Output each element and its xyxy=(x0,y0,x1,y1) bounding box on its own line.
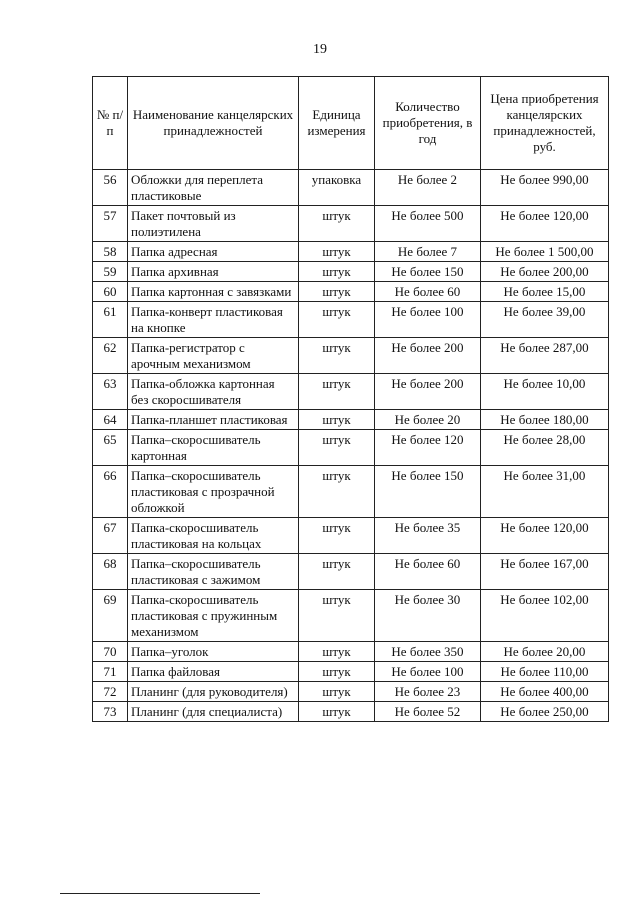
header-name: Наименование канцелярских принадлежностей xyxy=(128,77,299,170)
table-row xyxy=(93,338,609,374)
table-row xyxy=(93,374,609,410)
cell-name: Папка-регистратор с арочным механизмом xyxy=(128,338,299,374)
cell-name: Папка адресная xyxy=(128,242,299,262)
page-number: 19 xyxy=(313,42,327,57)
cell-name: Планинг (для руководителя) xyxy=(128,682,299,702)
cell-name: Папка–скоросшиватель картонная xyxy=(128,430,299,466)
table-row xyxy=(93,702,609,722)
table-row xyxy=(93,242,609,262)
cell-price: Не более 400,00 xyxy=(481,682,609,702)
cell-price: Не более 20,00 xyxy=(481,642,609,662)
cell-unit: штук xyxy=(299,338,375,374)
cell-num: 72 xyxy=(93,682,128,702)
table-row xyxy=(93,170,609,206)
cell-qty: Не более 200 xyxy=(375,374,481,410)
cell-unit: упаковка xyxy=(299,170,375,206)
cell-num: 64 xyxy=(93,410,128,430)
cell-name: Папка-обложка картонная без скоросшивателя xyxy=(128,374,299,410)
cell-name: Папка–скоросшиватель пластиковая с прозрачной обложкой xyxy=(128,466,299,518)
cell-qty: Не более 150 xyxy=(375,262,481,282)
cell-num: 71 xyxy=(93,662,128,682)
header-unit: Единица измерения xyxy=(299,77,375,170)
cell-num: 60 xyxy=(93,282,128,302)
cell-price: Не более 102,00 xyxy=(481,590,609,642)
cell-qty: Не более 60 xyxy=(375,554,481,590)
cell-price: Не более 120,00 xyxy=(481,518,609,554)
cell-unit: штук xyxy=(299,682,375,702)
cell-unit: штук xyxy=(299,466,375,518)
cell-price: Не более 110,00 xyxy=(481,662,609,682)
cell-qty: Не более 2 xyxy=(375,170,481,206)
cell-num: 65 xyxy=(93,430,128,466)
table-row xyxy=(93,282,609,302)
cell-qty: Не более 23 xyxy=(375,682,481,702)
table-row xyxy=(93,262,609,282)
cell-num: 56 xyxy=(93,170,128,206)
table-row xyxy=(93,430,609,466)
header-qty: Количество приобретения, в год xyxy=(375,77,481,170)
cell-name: Папка-планшет пластиковая xyxy=(128,410,299,430)
cell-unit: штук xyxy=(299,262,375,282)
cell-unit: штук xyxy=(299,282,375,302)
cell-unit: штук xyxy=(299,302,375,338)
cell-num: 69 xyxy=(93,590,128,642)
cell-unit: штук xyxy=(299,518,375,554)
cell-qty: Не более 500 xyxy=(375,206,481,242)
cell-unit: штук xyxy=(299,702,375,722)
cell-num: 61 xyxy=(93,302,128,338)
cell-num: 67 xyxy=(93,518,128,554)
table-row xyxy=(93,590,609,642)
cell-price: Не более 15,00 xyxy=(481,282,609,302)
cell-qty: Не более 100 xyxy=(375,302,481,338)
cell-num: 58 xyxy=(93,242,128,262)
stationery-table xyxy=(92,76,609,722)
cell-num: 70 xyxy=(93,642,128,662)
cell-num: 68 xyxy=(93,554,128,590)
cell-name: Планинг (для специалиста) xyxy=(128,702,299,722)
cell-price: Не более 180,00 xyxy=(481,410,609,430)
cell-name: Папка–скоросшиватель пластиковая с зажимом xyxy=(128,554,299,590)
cell-price: Не более 28,00 xyxy=(481,430,609,466)
cell-name: Пакет почтовый из полиэтилена xyxy=(128,206,299,242)
cell-name: Папка архивная xyxy=(128,262,299,282)
header-num: № п/п xyxy=(93,77,128,170)
cell-num: 73 xyxy=(93,702,128,722)
cell-num: 66 xyxy=(93,466,128,518)
table-row xyxy=(93,518,609,554)
cell-unit: штук xyxy=(299,590,375,642)
cell-name: Папка-скоросшиватель пластиковая на кольцах xyxy=(128,518,299,554)
cell-price: Не более 287,00 xyxy=(481,338,609,374)
cell-name: Папка картонная с завязками xyxy=(128,282,299,302)
cell-price: Не более 250,00 xyxy=(481,702,609,722)
cell-num: 57 xyxy=(93,206,128,242)
cell-unit: штук xyxy=(299,554,375,590)
cell-price: Не более 39,00 xyxy=(481,302,609,338)
cell-qty: Не более 200 xyxy=(375,338,481,374)
table-row xyxy=(93,466,609,518)
cell-qty: Не более 30 xyxy=(375,590,481,642)
cell-unit: штук xyxy=(299,642,375,662)
cell-unit: штук xyxy=(299,410,375,430)
cell-unit: штук xyxy=(299,430,375,466)
table-row xyxy=(93,682,609,702)
cell-qty: Не более 7 xyxy=(375,242,481,262)
cell-unit: штук xyxy=(299,374,375,410)
cell-unit: штук xyxy=(299,242,375,262)
cell-price: Не более 10,00 xyxy=(481,374,609,410)
table-row xyxy=(93,302,609,338)
table-row xyxy=(93,662,609,682)
cell-qty: Не более 52 xyxy=(375,702,481,722)
cell-name: Папка-конверт пластиковая на кнопке xyxy=(128,302,299,338)
cell-price: Не более 200,00 xyxy=(481,262,609,282)
table-header-row xyxy=(93,77,609,170)
footnote-separator xyxy=(60,893,260,894)
table-body xyxy=(93,170,609,722)
cell-name: Папка-скоросшиватель пластиковая с пружинным механизмом xyxy=(128,590,299,642)
table-row xyxy=(93,410,609,430)
cell-qty: Не более 150 xyxy=(375,466,481,518)
cell-price: Не более 1 500,00 xyxy=(481,242,609,262)
cell-qty: Не более 60 xyxy=(375,282,481,302)
cell-unit: штук xyxy=(299,206,375,242)
table-row xyxy=(93,554,609,590)
header-price: Цена приобретения канцелярских принадлежностей, руб. xyxy=(481,77,609,170)
cell-price: Не более 31,00 xyxy=(481,466,609,518)
table-row xyxy=(93,206,609,242)
cell-unit: штук xyxy=(299,662,375,682)
cell-price: Не более 120,00 xyxy=(481,206,609,242)
cell-name: Папка–уголок xyxy=(128,642,299,662)
cell-qty: Не более 20 xyxy=(375,410,481,430)
cell-name: Обложки для переплета пластиковые xyxy=(128,170,299,206)
cell-qty: Не более 35 xyxy=(375,518,481,554)
cell-qty: Не более 100 xyxy=(375,662,481,682)
cell-name: Папка файловая xyxy=(128,662,299,682)
cell-qty: Не более 120 xyxy=(375,430,481,466)
cell-num: 62 xyxy=(93,338,128,374)
table-row xyxy=(93,642,609,662)
cell-num: 59 xyxy=(93,262,128,282)
cell-qty: Не более 350 xyxy=(375,642,481,662)
cell-num: 63 xyxy=(93,374,128,410)
cell-price: Не более 990,00 xyxy=(481,170,609,206)
cell-price: Не более 167,00 xyxy=(481,554,609,590)
